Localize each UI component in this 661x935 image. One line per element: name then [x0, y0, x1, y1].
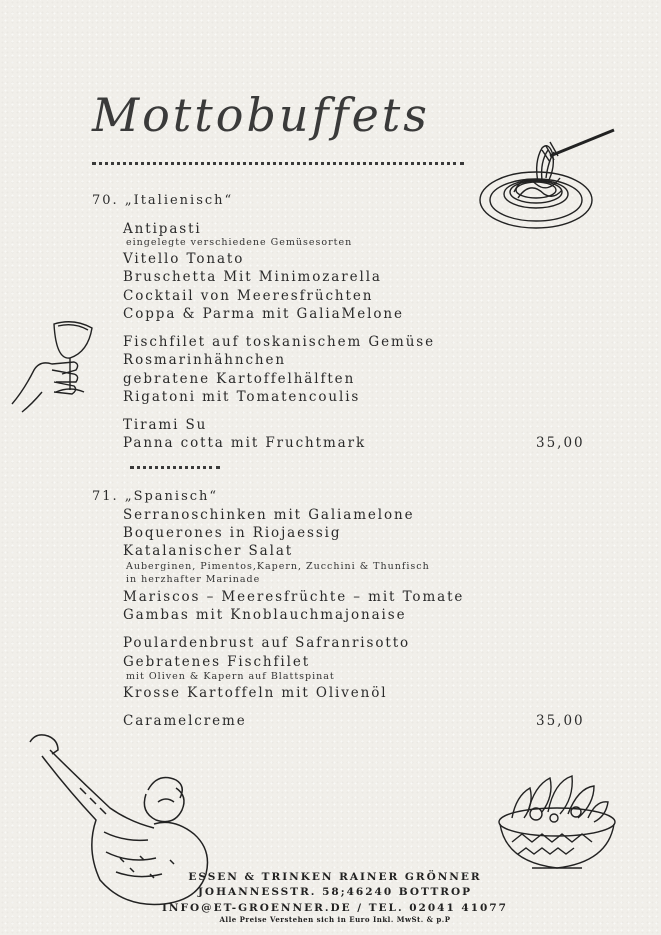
menu-note: Auberginen, Pimentos,Kapern, Zucchini & Thunfisch — [126, 561, 430, 572]
menu-line: Vitello Tonato — [123, 251, 245, 267]
menu-line: Boquerones in Riojaessig — [123, 525, 342, 541]
spaghetti-fork-icon — [474, 122, 624, 237]
menu-line: Antipasti — [123, 221, 202, 237]
menu-line: Serranoschinken mit Galiamelone — [123, 507, 415, 523]
menu-line: Cocktail von Meeresfrüchten — [123, 288, 374, 304]
wine-glass-hand-icon — [8, 312, 103, 420]
menu-line: Caramelcreme — [123, 713, 247, 729]
menu-line: Mariscos – Meeresfrüchte – mit Tomate — [123, 589, 465, 605]
menu-note: in herzhafter Marinade — [126, 574, 261, 585]
menu-number: 71. „Spanisch“ — [92, 489, 219, 504]
menu-line: Rosmarinhähnchen — [123, 352, 287, 368]
menu-line: Poulardenbrust auf Safranrisotto — [123, 635, 411, 651]
footer-note: Alle Preise Verstehen sich in Euro Inkl. MwSt. & p.P — [219, 915, 451, 924]
title-divider — [92, 162, 464, 165]
menu-line: Rigatoni mit Tomatencoulis — [123, 389, 361, 405]
footer-company: ESSEN & TRINKEN RAINER GRÖNNER — [188, 871, 482, 883]
footer-address: JOHANNESSTR. 58;46240 BOTTROP — [197, 886, 473, 898]
page-title: Mottobuffets — [92, 88, 430, 142]
menu-line: Gambas mit Knoblauchmajonaise — [123, 607, 407, 623]
menu-line: gebratene Kartoffelhälften — [123, 371, 356, 387]
menu-line: Coppa & Parma mit GaliaMelone — [123, 306, 404, 322]
salad-bowl-icon — [492, 768, 622, 878]
menu-line: Katalanischer Salat — [123, 543, 294, 559]
footer-contact: INFO@ET-GROENNER.DE / TEL. 02041 41077 — [162, 902, 508, 914]
menu-line: Krosse Kartoffeln mit Olivenöl — [123, 685, 388, 701]
menu-note: eingelegte verschiedene Gemüsesorten — [126, 237, 353, 248]
menu-note: mit Oliven & Kapern auf Blattspinat — [126, 671, 335, 682]
menu-line: Tirami Su — [123, 417, 208, 433]
menu-line: Fischfilet auf toskanischem Gemüse — [123, 334, 436, 350]
section-divider — [130, 466, 220, 469]
menu-line: Bruschetta Mit Minimozarella — [123, 269, 382, 285]
menu-price: 35,00 — [536, 435, 585, 451]
menu-price: 35,00 — [536, 713, 585, 729]
menu-line: Panna cotta mit Fruchtmark — [123, 435, 367, 451]
menu-number: 70. „Italienisch“ — [92, 193, 234, 208]
menu-line: Gebratenes Fischfilet — [123, 654, 311, 670]
